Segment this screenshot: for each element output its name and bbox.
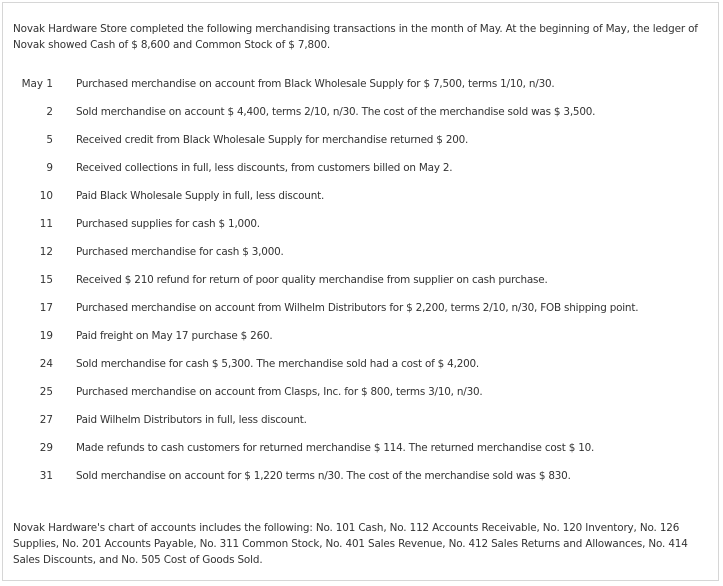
transaction-day: 11: [39, 218, 53, 230]
transaction-description: Purchased merchandise on account from Clasps, Inc. for $ 800, terms 3/10, n/30.: [76, 386, 483, 398]
transaction-day: May 1: [21, 78, 53, 90]
table-row: [3, 322, 720, 350]
problem-panel: [2, 2, 719, 581]
transaction-day: 5: [46, 134, 53, 146]
transaction-day: 15: [39, 274, 53, 286]
transaction-description: Paid freight on May 17 purchase $ 260.: [76, 330, 273, 342]
table-row: [3, 70, 720, 98]
transaction-day: 2: [46, 106, 53, 118]
transaction-day: 19: [39, 330, 53, 342]
transaction-day: 10: [39, 190, 53, 202]
intro-paragraph: Novak Hardware Store completed the following merchandising transactions in the month of May. At the beginning of May, the ledger of Novak showed Cash of $ 8,600 and Common Stock of $ 7,800.: [13, 23, 698, 51]
table-row: [3, 378, 720, 406]
chart-of-accounts-paragraph: Novak Hardware's chart of accounts includes the following: No. 101 Cash, No. 112 Accounts Receivable, No. 120 Inventory, No. 126 Supplies, No. 201 Accounts Payable, No. 311 Common Stock, No. 401 Sales Revenue, No. 412 Sales Returns and Allowances, No. 414 Sales Discounts, and No. 505 Cost of Goods Sold.: [13, 522, 688, 566]
transaction-description: Purchased merchandise on account from Black Wholesale Supply for $ 7,500, terms 1/10, n/30.: [76, 78, 555, 90]
table-row: [3, 98, 720, 126]
transaction-day: 24: [39, 358, 53, 370]
transaction-day: 29: [39, 442, 53, 454]
table-row: [3, 434, 720, 462]
table-row: [3, 350, 720, 378]
transaction-description: Purchased supplies for cash $ 1,000.: [76, 218, 260, 230]
table-row: [3, 154, 720, 182]
transaction-day: 25: [39, 386, 53, 398]
transaction-description: Sold merchandise on account for $ 1,220 terms n/30. The cost of the merchandise sold was $ 830.: [76, 470, 571, 482]
transaction-day: 9: [46, 162, 53, 174]
transaction-description: Sold merchandise on account $ 4,400, terms 2/10, n/30. The cost of the merchandise sold was $ 3,500.: [76, 106, 596, 118]
transaction-description: Purchased merchandise for cash $ 3,000.: [76, 246, 284, 258]
transaction-description: Paid Wilhelm Distributors in full, less discount.: [76, 414, 307, 426]
table-row: [3, 406, 720, 434]
table-row: [3, 462, 720, 490]
transaction-description: Paid Black Wholesale Supply in full, less discount.: [76, 190, 325, 202]
table-row: [3, 238, 720, 266]
table-row: [3, 294, 720, 322]
transaction-day: 17: [39, 302, 53, 314]
transactions-list: [3, 70, 720, 490]
transaction-day: 31: [39, 470, 53, 482]
transaction-description: Sold merchandise for cash $ 5,300. The merchandise sold had a cost of $ 4,200.: [76, 358, 480, 370]
transaction-day: 12: [39, 246, 53, 258]
transaction-description: Received credit from Black Wholesale Supply for merchandise returned $ 200.: [76, 134, 469, 146]
transaction-day: 27: [39, 414, 53, 426]
transaction-description: Received $ 210 refund for return of poor quality merchandise from supplier on cash purchase.: [76, 274, 548, 286]
table-row: [3, 126, 720, 154]
table-row: [3, 182, 720, 210]
transaction-description: Received collections in full, less discounts, from customers billed on May 2.: [76, 162, 453, 174]
table-row: [3, 266, 720, 294]
transaction-description: Purchased merchandise on account from Wilhelm Distributors for $ 2,200, terms 2/10, n/30, FOB shipping point.: [76, 302, 639, 314]
table-row: [3, 210, 720, 238]
transaction-description: Made refunds to cash customers for returned merchandise $ 114. The returned merchandise cost $ 10.: [76, 442, 595, 454]
